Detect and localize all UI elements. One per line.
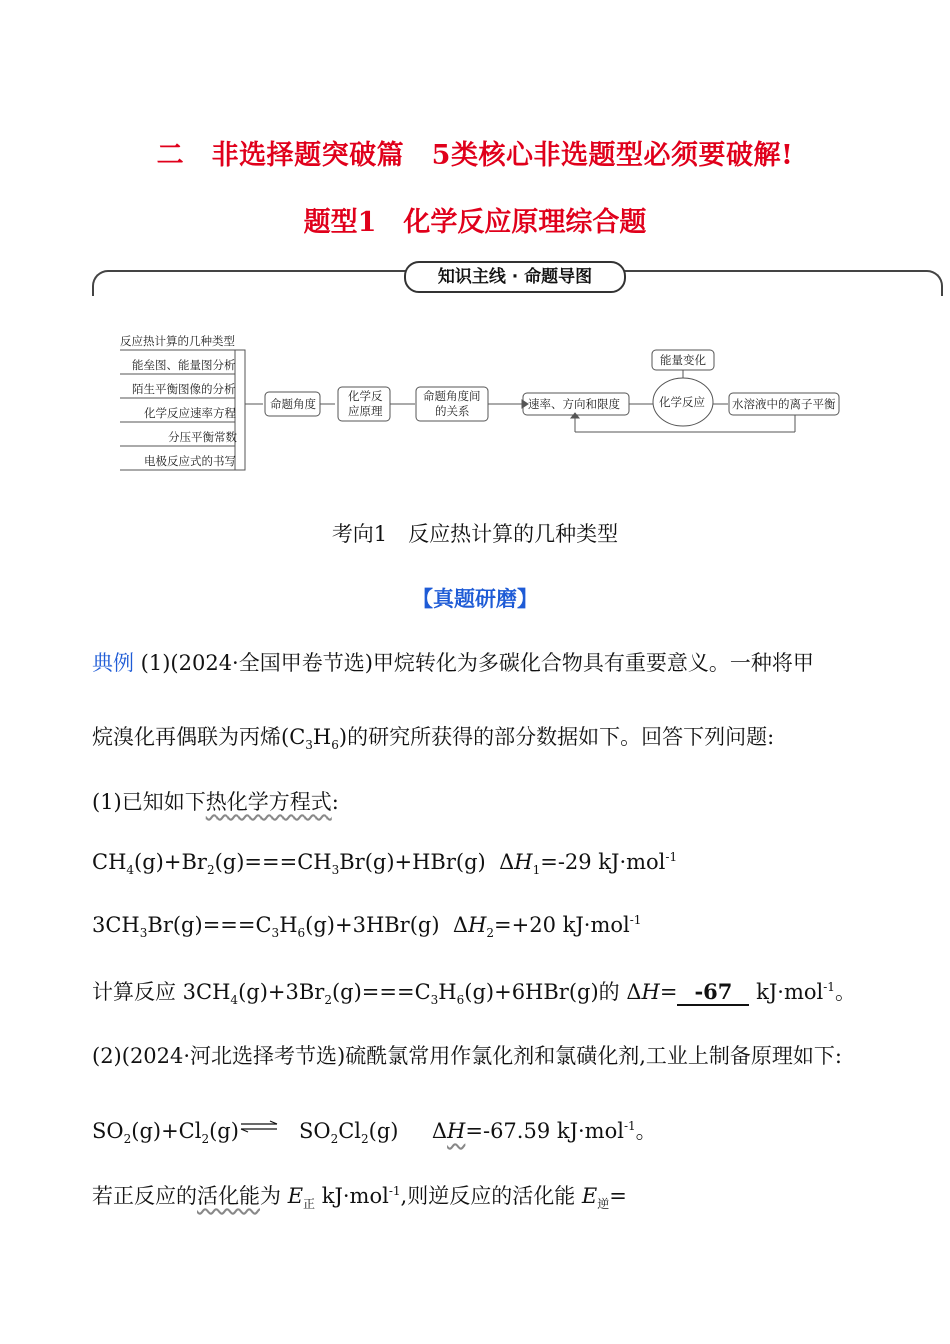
- page-subtitle: 题型1 化学反应原理综合题: [303, 207, 647, 238]
- node-energy: 能量变化: [660, 353, 706, 367]
- last-question: 若正反应的活化能为 $E_正$ kJ·mol$^{-1}$,则逆反应的活化能 $E_逆=$: [92, 1184, 627, 1212]
- answer-blank: -67: [677, 979, 749, 1006]
- diagram-item: 反应热计算的几种类型: [120, 334, 235, 348]
- node-reaction: 化学反应: [659, 395, 705, 409]
- node-rate: 速率、方向和限度: [528, 397, 620, 411]
- node-principle: 化学反: [348, 389, 383, 403]
- calc-question: 计算反应 $3CH_4(g)+3Br_2(g)===C_3H_6(g)+6HBr(g)$的 ΔH= -67 kJ·mol$^{-1}$。: [92, 979, 856, 1008]
- equation-2: $3CH_3Br(g)===C_3H_6(g)+3HBr(g)$ $\Delta H_2=+20$ kJ·mol$^{-1}$: [92, 913, 642, 941]
- example-line-1: 典例 (1)(2024·全国甲卷节选)甲烷转化为多碳化合物具有重要意义。一种将甲: [92, 651, 814, 675]
- question-1: (1)已知如下热化学方程式:: [92, 790, 339, 814]
- diagram-item: 化学反应速率方程: [144, 406, 236, 420]
- diagram-item: 电极反应式的书写: [144, 454, 236, 468]
- diagram-item: 能垒图、能量图分析: [132, 358, 236, 372]
- section-heading: 考向1 反应热计算的几种类型: [331, 522, 619, 546]
- equation-3: $SO_2(g)+Cl_2(g)$ $SO_2Cl_2(g)$ ΔH=-67.59 kJ·mol$^{-1}$。: [92, 1119, 657, 1147]
- equation-1: $CH_4(g)+Br_2(g)===CH_3Br(g)+HBr(g)$ $\Delta H_1=-29$ kJ·mol$^{-1}$: [92, 850, 678, 878]
- diagram-item: 分压平衡常数: [168, 430, 237, 444]
- node-principle: 应原理: [348, 404, 383, 418]
- banner-label: 知识主线 · 命题导图: [404, 261, 626, 293]
- page-title: 二 非选择题突破篇 5类核心非选题型必须要破解!: [156, 140, 794, 171]
- node-relation: 命题角度间: [423, 389, 481, 403]
- equilibrium-arrow-icon: [239, 1126, 279, 1138]
- example-label: 典例: [92, 651, 134, 675]
- node-angle: 命题角度: [270, 397, 316, 411]
- diagram-item: 陌生平衡图像的分析: [132, 382, 236, 396]
- node-ionic: 水溶液中的离子平衡: [732, 397, 836, 411]
- mind-map-diagram: [110, 330, 850, 480]
- node-relation: 的关系: [435, 404, 470, 418]
- question-2: (2)(2024·河北选择考节选)硫酰氯常用作氯化剂和氯磺化剂,工业上制备原理如下:: [92, 1044, 842, 1068]
- section-tag: 【真题研磨】: [412, 586, 538, 611]
- example-line-2: 烷溴化再偶联为丙烯$(C_3H_6)$的研究所获得的部分数据如下。回答下列问题:: [92, 725, 775, 753]
